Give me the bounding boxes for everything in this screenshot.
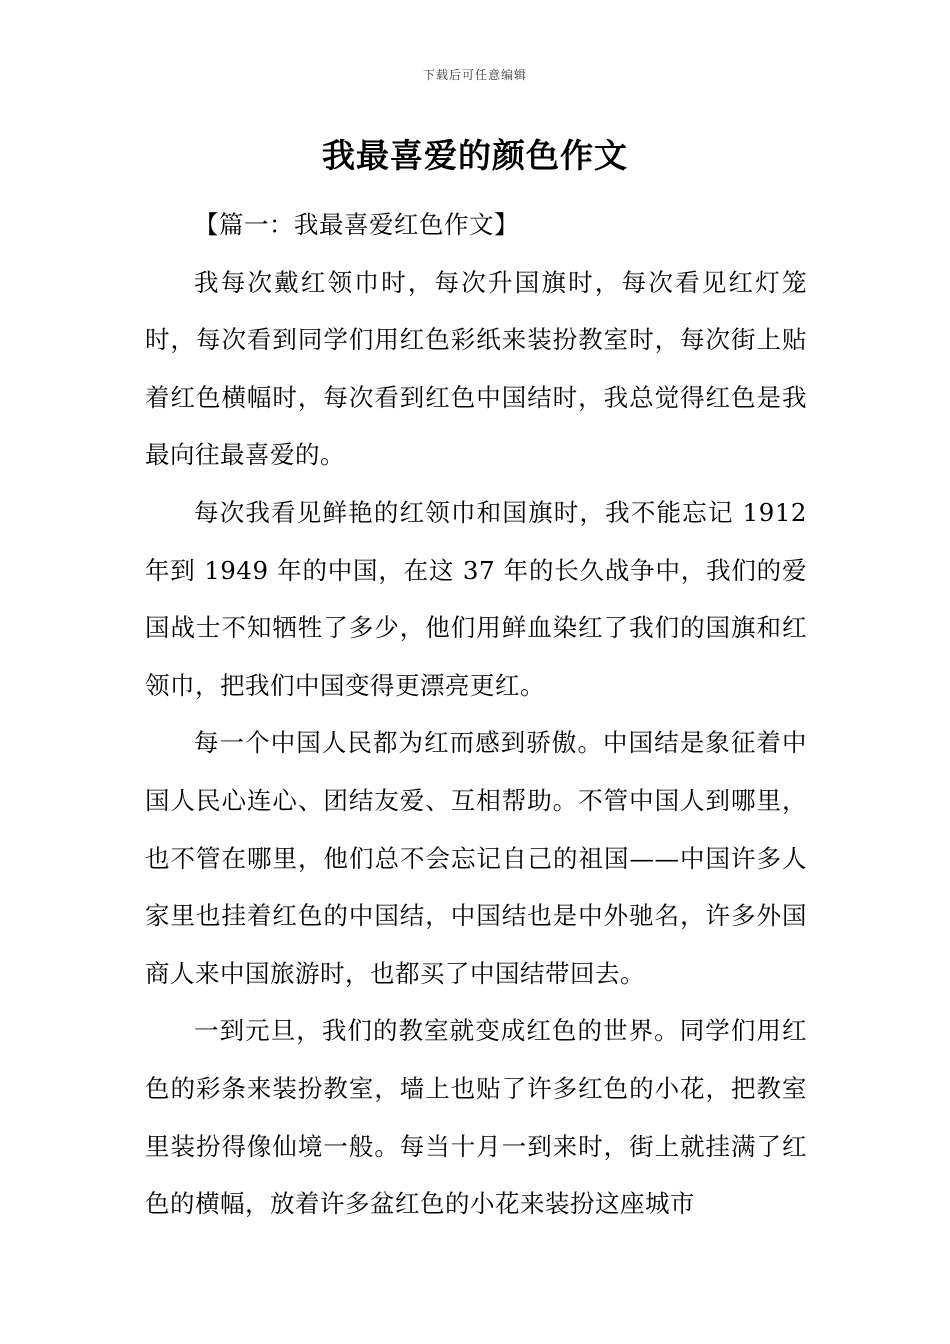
header-note: 下载后可任意编辑 xyxy=(422,68,527,82)
paragraph-3: 每一个中国人民都为红而感到骄傲。中国结是象征着中国人民心连心、团结友爱、互相帮助。不管中国人到哪里，也不管在哪里，他们总不会忘记自己的祖国——中国许多人家里也挂着红色的中国结，中国结也是中外驰名，许多外国商人来中国旅游时，也都买了中国结带回去。 xyxy=(145,728,807,988)
document-body xyxy=(145,196,807,1233)
paragraph-2: 每次我看见鲜艳的红领巾和国旗时，我不能忘记 1912 年到 1949 年的中国，在这 37 年的长久战争中，我们的爱国战士不知牺牲了多少，他们用鲜血染红了我们的国旗和红领巾，把我们中国变得更漂亮更红。 xyxy=(145,497,807,700)
paragraph-4: 一到元旦，我们的教室就变成红色的世界。同学们用红色的彩条来装扮教室，墙上也贴了许多红色的小花，把教室里装扮得像仙境一般。每当十月一到来时，街上就挂满了红色的横幅，放着许多盆红色的小花来装扮这座城市 xyxy=(145,1016,807,1219)
section-heading: 【篇一：我最喜爱红色作文】 xyxy=(194,210,519,239)
document-title: 我最喜爱的颜色作文 xyxy=(322,136,628,175)
paragraph-1: 我每次戴红领巾时，每次升国旗时，每次看见红灯笼时，每次看到同学们用红色彩纸来装扮教室时，每次街上贴着红色横幅时，每次看到红色中国结时，我总觉得红色是我最向往最喜爱的。 xyxy=(145,267,807,470)
